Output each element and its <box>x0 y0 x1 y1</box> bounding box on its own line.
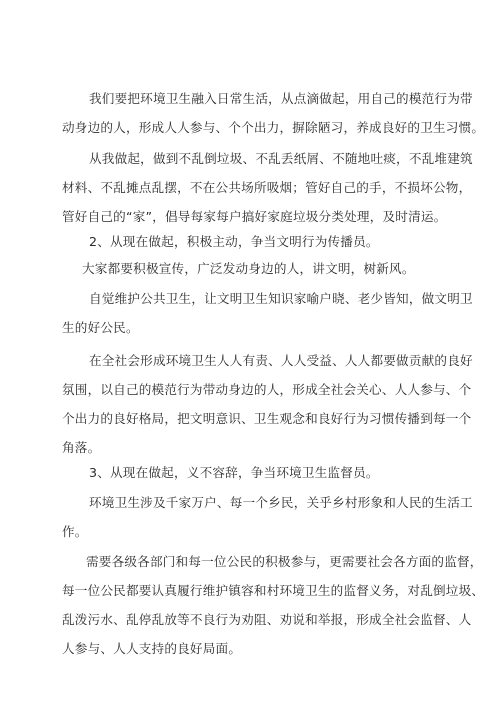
paragraph-6 <box>62 346 473 462</box>
paragraph-9-line-4: 人参与、人人支持的良好局面。 <box>62 641 242 656</box>
paragraph-6-line-2: 氛围，以自己的模范行为带动身边的人，形成全社会关心、人人参与、个 <box>62 382 472 397</box>
paragraph-6-line-1: 在全社会形成环境卫生人人有责、人人受益、人人都要做贡献的良好 <box>89 353 473 368</box>
paragraph-9-line-1: 需要各级各部门和每一位公民的积极参与，更需要社会各方面的监督， <box>86 554 483 569</box>
paragraph-6-line-4: 角落。 <box>62 440 101 455</box>
paragraph-1-line-2: 动身边的人，形成人人参与、个个出力，摒除陋习，养成良好的卫生习惯。 <box>62 120 485 135</box>
paragraph-4 <box>62 254 462 283</box>
paragraph-9-line-2: 每一位公民都要认真履行维护镇容和村环境卫生的监督义务，对乱倒垃圾、 <box>62 583 485 598</box>
paragraph-9-line-3: 乱泼污水、乱停乱放等不良行为劝阻、劝说和举报，形成全社会监督、人 <box>62 612 472 627</box>
heading-3-text: 3、从现在做起，义不容辞，争当环境卫生监督员。 <box>89 465 379 480</box>
paragraph-5 <box>62 284 473 342</box>
heading-2 <box>62 227 462 256</box>
paragraph-2 <box>62 144 473 231</box>
paragraph-1 <box>62 84 485 142</box>
paragraph-1-line-1: 我们要把环境卫生融入日常生活，从点滴做起，用自己的模范行为带 <box>89 91 473 106</box>
paragraph-2-line-2: 材料、不乱摊点乱摆，不在公共场所吸烟；管好自己的手，不损坏公物， <box>62 180 472 195</box>
heading-2-text: 2、从现在做起，积极主动，争当文明行为传播员。 <box>89 234 379 249</box>
paragraph-2-line-1: 从我做起，做到不乱倒垃圾、不乱丢纸屑、不随地吐痰，不乱堆建筑 <box>89 151 473 166</box>
paragraph-8-line-1: 环境卫生涉及千家万户、每一个乡民，关乎乡村形象和人民的生活工 <box>89 495 473 510</box>
paragraph-8-line-2: 作。 <box>62 524 88 539</box>
heading-3 <box>62 458 462 487</box>
paragraph-5-line-1: 自觉维护公共卫生，让文明卫生知识家喻户晓、老少皆知，做文明卫 <box>89 291 473 306</box>
paragraph-6-line-3: 个出力的良好格局，把文明意识、卫生观念和良好行为习惯传播到每一个 <box>62 411 472 426</box>
paragraph-8 <box>62 488 473 546</box>
paragraph-2-line-3: 管好自己的“家”，倡导每家每户搞好家庭垃圾分类处理，及时清运。 <box>62 209 447 224</box>
paragraph-4-text: 大家都要积极宣传，广泛发动身边的人，讲文明，树新风。 <box>82 261 415 276</box>
paragraph-5-line-2: 生的好公民。 <box>62 320 139 335</box>
paragraph-9 <box>62 547 485 663</box>
